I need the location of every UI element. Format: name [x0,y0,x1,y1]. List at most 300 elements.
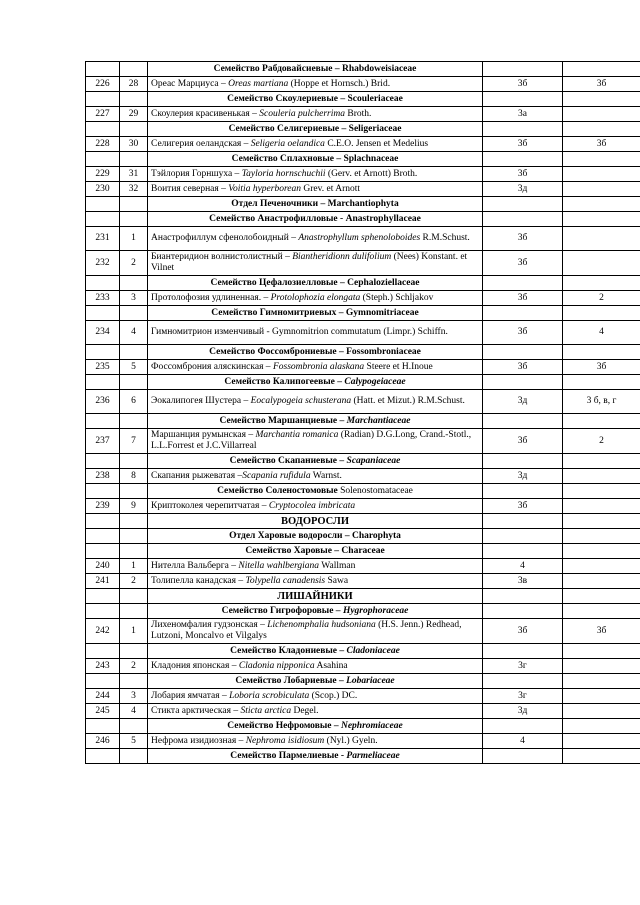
family-header-row [86,345,640,360]
family-latin-name: Marchantiaceae [346,415,411,426]
empty-cell [563,306,640,321]
family-title [148,544,483,559]
group-number: 2 [120,251,148,276]
family-header-row [86,544,640,559]
family-russian-name: Семейство Кладониевые – [230,645,347,656]
empty-cell [120,719,148,734]
empty-cell [86,212,120,227]
status-category-alt [563,704,640,719]
empty-cell [483,529,563,544]
family-latin-name: Charophyta [351,530,401,541]
species-authority: Wallman [319,560,356,571]
species-authority: C.E.O. Jensen et Medelius [324,138,429,149]
empty-cell [563,414,640,429]
species-latin-name: Fossombronia alaskana [272,361,365,372]
status-category-alt: 3б [563,360,640,375]
group-number: 3 [120,689,148,704]
empty-cell [483,122,563,137]
family-russian-name: Семейство Селигериевые – [228,123,349,134]
group-number: 6 [120,390,148,414]
family-header-row [86,375,640,390]
family-header-row [86,62,640,77]
status-category: 3б [483,429,563,454]
global-number: 229 [86,167,120,182]
status-category-alt: 4 [563,321,640,345]
family-latin-name: Nephromiaceae [340,720,403,731]
empty-cell [120,197,148,212]
species-latin-name: Scapania rufidula [242,470,311,481]
family-russian-name: Семейство Гимномитриевых – [211,307,346,318]
status-category-alt [563,689,640,704]
species-row [86,107,640,122]
family-russian-name: Семейство Рабдовайсиевые – [213,63,342,74]
family-latin-name: Gymnomitriaceae [345,307,419,318]
species-row [86,77,640,92]
empty-cell [120,414,148,429]
group-number: 8 [120,469,148,484]
group-number: 2 [120,659,148,674]
species-latin-name: Protolophozia elongata [270,292,361,303]
family-russian-name: Семейство Гигрофоровые – [221,605,343,616]
empty-cell [86,484,120,499]
family-russian-name: Семейство Пармелиевые - [230,750,347,761]
group-number: 4 [120,704,148,719]
family-title [148,529,483,544]
empty-cell [120,749,148,764]
family-latin-name: Characeae [341,545,385,556]
species-name-cell [148,390,483,414]
empty-cell [483,92,563,107]
family-latin-name: Solenostomataceae [340,485,413,496]
empty-cell [120,589,148,604]
status-category-alt [563,734,640,749]
empty-cell [120,152,148,167]
family-header-row [86,197,640,212]
species-row [86,704,640,719]
status-category-alt: 2 [563,291,640,306]
family-title [148,719,483,734]
status-category: 3б [483,321,563,345]
species-row [86,291,640,306]
empty-cell [86,122,120,137]
family-header-row [86,122,640,137]
global-number: 246 [86,734,120,749]
species-row [86,429,640,454]
empty-cell [563,484,640,499]
empty-cell [86,375,120,390]
family-title [148,122,483,137]
species-latin-name: Cryptocolea imbricata [268,500,356,511]
status-category: 3г [483,689,563,704]
empty-cell [483,719,563,734]
family-russian-name: Семейство Скоулериевые – [227,93,348,104]
empty-cell [120,375,148,390]
family-russian-name: Семейство Лобариевые – [235,675,347,686]
status-category: 4 [483,559,563,574]
family-header-row [86,276,640,291]
family-header-row [86,454,640,469]
species-latin-name: Tayloria hornschuchii [241,168,326,179]
species-latin-name: Loboria scrobiculata [229,690,310,701]
empty-cell [563,122,640,137]
status-category-alt: 3б [563,77,640,92]
empty-cell [483,414,563,429]
status-category: 3б [483,360,563,375]
species-row [86,227,640,251]
family-russian-name: Отдел Харовые водоросли – [229,530,352,541]
empty-cell [563,674,640,689]
section-header-row [86,514,640,529]
species-name-cell [148,704,483,719]
empty-cell [563,152,640,167]
family-title [148,644,483,659]
species-name-cell [148,107,483,122]
family-title [148,197,483,212]
empty-cell [86,414,120,429]
empty-cell [563,92,640,107]
global-number: 232 [86,251,120,276]
species-authority: Steere et H.Inoue [364,361,433,372]
species-name-cell [148,574,483,589]
species-name-cell [148,619,483,644]
family-latin-name: Marchantiophyta [327,198,399,209]
status-category: 3б [483,251,563,276]
species-russian-name: Эокалипогея Шустера – [151,396,251,406]
empty-cell [483,62,563,77]
empty-cell [120,276,148,291]
family-latin-name: Cladoniaceae [346,645,400,656]
empty-cell [563,749,640,764]
family-title [148,212,483,227]
species-latin-name: Biantheridionn dulifolium [292,252,392,262]
species-authority: (Radian) D.G.Long, Crand.-Stotl., L.L.Forrest et J.C.Villarreal [151,430,472,451]
group-number: 1 [120,227,148,251]
global-number: 227 [86,107,120,122]
empty-cell [483,544,563,559]
empty-cell [120,306,148,321]
family-latin-name: Fossombroniaceae [346,346,421,357]
status-category: 3а [483,107,563,122]
empty-cell [563,719,640,734]
empty-cell [483,375,563,390]
empty-cell [120,544,148,559]
species-latin-name: Nitella wahlbergiana [238,560,320,571]
empty-cell [120,484,148,499]
species-latin-name: Oreas martiana [228,78,289,89]
family-russian-name: Семейство Калипогеевые – [224,376,345,387]
global-number: 233 [86,291,120,306]
empty-cell [86,589,120,604]
family-russian-name: Семейство Соленостомовые [217,485,341,496]
family-latin-name: Cephaloziellaceae [347,277,420,288]
empty-cell [563,345,640,360]
empty-cell [563,62,640,77]
empty-cell [86,345,120,360]
species-table-body [86,62,640,764]
status-category: 3в [483,574,563,589]
empty-cell [483,197,563,212]
species-row [86,251,640,276]
empty-cell [120,62,148,77]
species-russian-name: Биантеридион волнистолистный – [151,252,293,262]
family-header-row [86,212,640,227]
empty-cell [120,92,148,107]
status-category-alt [563,499,640,514]
family-russian-name: Семейство Маршанциевые – [219,415,347,426]
species-authority: (Hatt. et Mizut.) R.M.Schust. [351,396,465,406]
empty-cell [483,276,563,291]
species-row [86,574,640,589]
global-number: 226 [86,77,120,92]
species-row [86,499,640,514]
global-number: 241 [86,574,120,589]
global-number: 235 [86,360,120,375]
empty-cell [563,589,640,604]
status-category-alt [563,251,640,276]
family-russian-name: Отдел Печеночники – [231,198,328,209]
species-name-cell [148,251,483,276]
family-latin-name: Parmeliaceae [346,750,400,761]
empty-cell [120,122,148,137]
global-number: 239 [86,499,120,514]
family-title [148,414,483,429]
species-latin-name: Marchantia romanica [255,430,339,440]
species-russian-name: Ореас Марциуса – [151,78,229,89]
empty-cell [483,644,563,659]
empty-cell [86,306,120,321]
empty-cell [483,514,563,529]
species-name-cell [148,360,483,375]
species-latin-name: Lichenomphalia hudsoniana [267,620,376,630]
species-authority: R.M.Schust. [420,233,470,243]
global-number: 242 [86,619,120,644]
family-latin-name: Calypogeiaceae [344,376,406,387]
species-row [86,390,640,414]
group-number: 30 [120,137,148,152]
species-russian-name: Нефрома изидиозная – [151,735,246,746]
global-number: 240 [86,559,120,574]
family-header-row [86,674,640,689]
status-category-alt: 2 [563,429,640,454]
species-authority: Grev. et Arnott [301,183,361,194]
group-number: 29 [120,107,148,122]
family-title [148,306,483,321]
species-name-cell [148,227,483,251]
empty-cell [86,749,120,764]
status-category-alt: 3б [563,137,640,152]
species-russian-name: Маршанция румынская – [151,430,256,440]
empty-cell [563,644,640,659]
species-row [86,137,640,152]
species-russian-name: Лобария ямчатая – [151,690,230,701]
species-authority: (Gerv. et Arnott) Broth. [325,168,418,179]
empty-cell [563,454,640,469]
status-category: 3д [483,704,563,719]
status-category: 3б [483,499,563,514]
species-authority: Broth. [345,108,372,119]
family-header-row [86,92,640,107]
species-name-cell [148,167,483,182]
empty-cell [483,484,563,499]
global-number: 228 [86,137,120,152]
family-title [148,152,483,167]
empty-cell [120,345,148,360]
family-header-row [86,152,640,167]
group-number: 7 [120,429,148,454]
status-category: 4 [483,734,563,749]
empty-cell [483,674,563,689]
species-russian-name: Нителла Вальберга – [151,560,239,571]
species-russian-name: Селигерия оеландская – [151,138,251,149]
group-number: 1 [120,619,148,644]
status-category-alt [563,574,640,589]
empty-cell [483,152,563,167]
group-number: 5 [120,360,148,375]
empty-cell [120,604,148,619]
species-latin-name: Anastrophyllum sphenoloboides [298,233,421,243]
species-name-cell [148,659,483,674]
species-table [85,61,640,764]
group-number: 31 [120,167,148,182]
family-title [148,345,483,360]
family-title [148,749,483,764]
species-latin-name: Voitia hyperborean [228,183,302,194]
family-header-row [86,414,640,429]
species-latin-name: Scouleria pulcherrima [259,108,345,119]
family-russian-name: Семейство Фоссомброниевые – [209,346,347,357]
species-row [86,167,640,182]
status-category-alt [563,227,640,251]
species-latin-name: Sticta arctica [240,705,292,716]
species-name-cell [148,77,483,92]
family-title [148,62,483,77]
species-row [86,559,640,574]
status-category: 3д [483,182,563,197]
status-category: 3д [483,469,563,484]
status-category-alt [563,469,640,484]
family-title [148,92,483,107]
family-header-row [86,529,640,544]
empty-cell [483,212,563,227]
family-title [148,375,483,390]
empty-cell [483,306,563,321]
empty-cell [120,514,148,529]
group-number: 4 [120,321,148,345]
status-category: 3б [483,137,563,152]
group-number: 32 [120,182,148,197]
status-category: 3б [483,227,563,251]
family-header-row [86,644,640,659]
empty-cell [563,212,640,227]
family-header-row [86,719,640,734]
species-russian-name: Тэйлория Горншуха – [151,168,242,179]
global-number: 238 [86,469,120,484]
group-number: 28 [120,77,148,92]
empty-cell [563,197,640,212]
species-name-cell [148,469,483,484]
empty-cell [86,62,120,77]
family-latin-name: Scapaniaceae [346,455,401,466]
family-latin-name: Rhabdoweisiaceae [341,63,417,74]
status-category: 3б [483,291,563,306]
family-latin-name: Splachnaceae [343,153,399,164]
species-row [86,469,640,484]
global-number: 231 [86,227,120,251]
species-name-cell [148,734,483,749]
species-authority: Degel. [291,705,319,716]
species-authority: (Steph.) Schljakov [360,292,434,303]
species-name-cell [148,321,483,345]
family-header-row [86,604,640,619]
species-row [86,734,640,749]
species-authority: (Nyl.) Gyeln. [324,735,378,746]
family-title [148,454,483,469]
empty-cell [563,544,640,559]
species-name-cell [148,291,483,306]
status-category-alt [563,559,640,574]
species-name-cell [148,137,483,152]
family-russian-name: Семейство Анастрофилловые - [209,213,346,224]
species-authority: (Nees) Konstant. et Vilnet [151,252,468,273]
species-russian-name: Скапания рыжеватая – [151,470,243,481]
global-number: 243 [86,659,120,674]
species-russian-name: Протолофозия удлиненная. – [151,292,271,303]
status-category-alt [563,659,640,674]
global-number: 236 [86,390,120,414]
empty-cell [563,375,640,390]
family-title [148,484,483,499]
species-authority: (H.S. Jenn.) Redhead, Lutzoni, Moncalvo et Vilgalys [151,620,462,641]
species-russian-name: Толипелла канадская – [151,575,246,586]
species-authority: Warnst. [310,470,342,481]
group-number: 5 [120,734,148,749]
empty-cell [563,276,640,291]
empty-cell [483,454,563,469]
empty-cell [563,604,640,619]
empty-cell [120,644,148,659]
species-name-cell [148,499,483,514]
empty-cell [563,514,640,529]
species-row [86,321,640,345]
species-row [86,659,640,674]
empty-cell [86,604,120,619]
empty-cell [120,674,148,689]
empty-cell [483,589,563,604]
species-latin-name: Cladonia nipponica [238,660,315,671]
empty-cell [86,644,120,659]
group-number: 1 [120,559,148,574]
status-category: 3д [483,390,563,414]
species-name-cell [148,559,483,574]
global-number: 245 [86,704,120,719]
species-russian-name: Фоссомброния аляскинская – [151,361,273,372]
status-category-alt [563,182,640,197]
status-category-alt [563,107,640,122]
family-russian-name: Семейство Харовые – [245,545,342,556]
species-latin-name: Tolypella canadensis [245,575,326,586]
empty-cell [120,529,148,544]
species-row [86,619,640,644]
group-number: 2 [120,574,148,589]
empty-cell [86,197,120,212]
global-number: 244 [86,689,120,704]
empty-cell [86,529,120,544]
empty-cell [563,529,640,544]
status-category: 3г [483,659,563,674]
species-row [86,689,640,704]
species-latin-name: Eocalypogeia schusterana [250,396,352,406]
global-number: 230 [86,182,120,197]
